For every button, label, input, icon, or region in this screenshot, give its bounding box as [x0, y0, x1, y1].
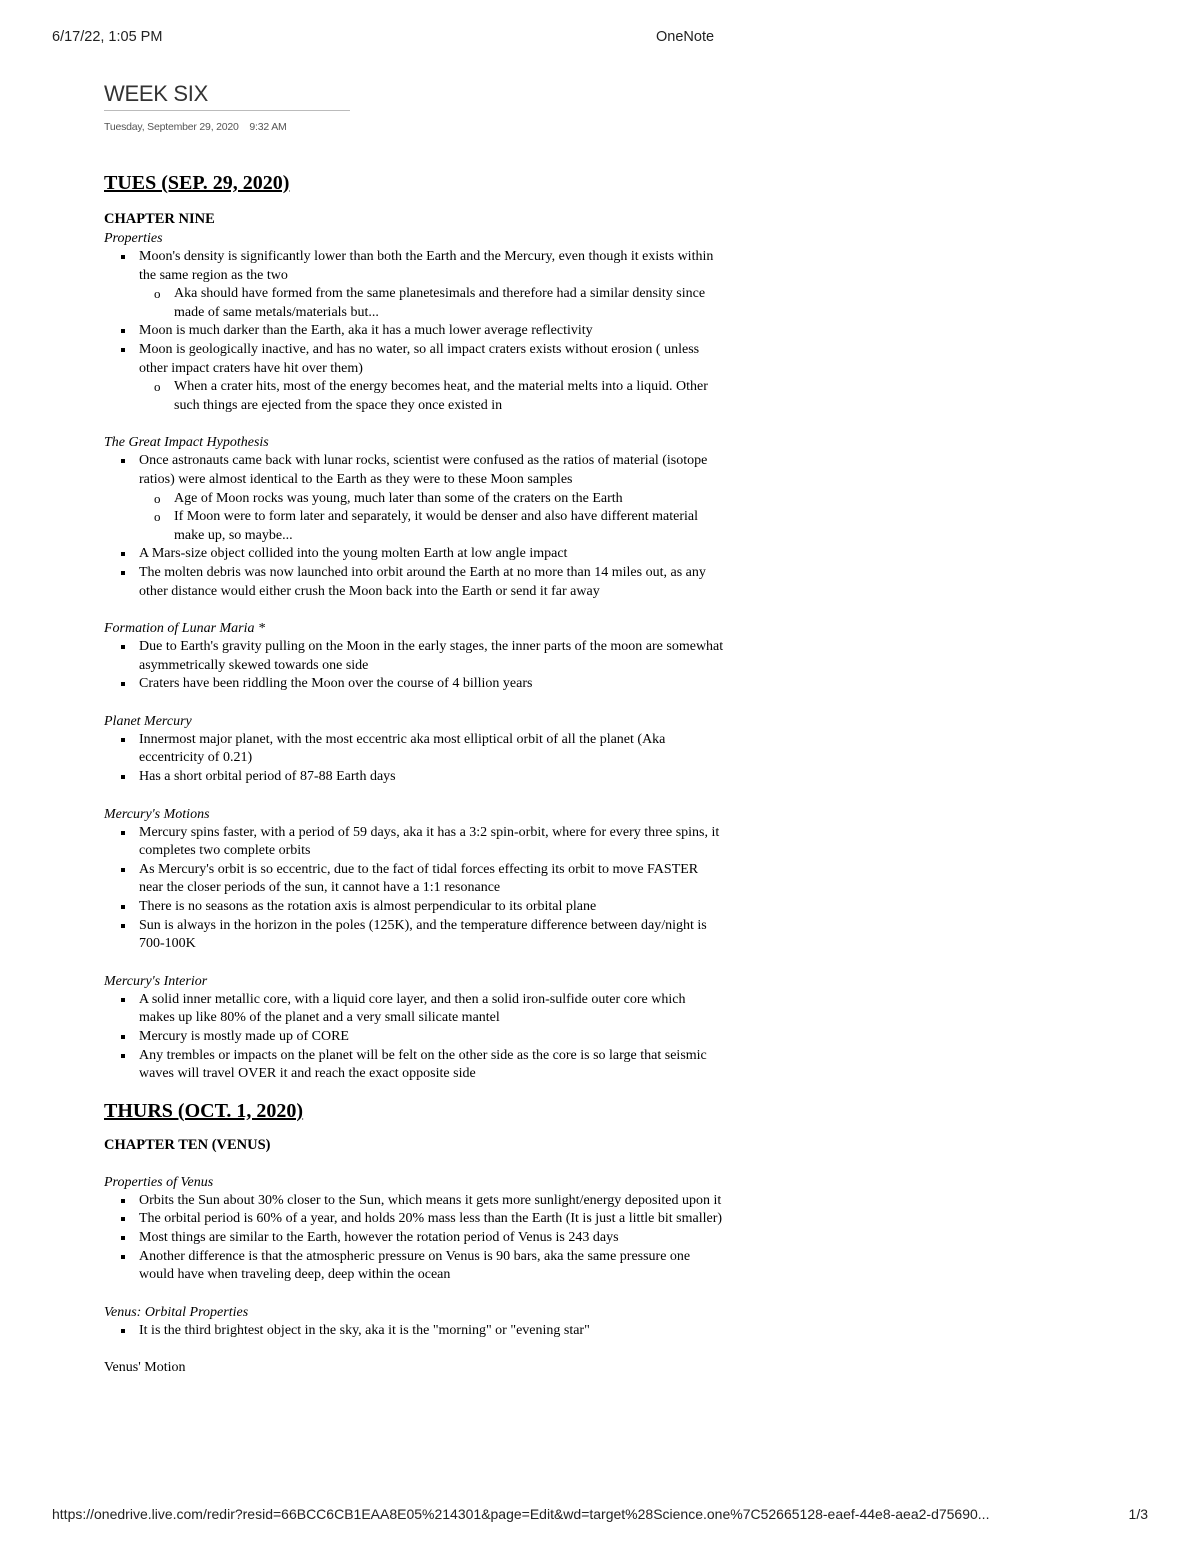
sub-list	[139, 490, 724, 546]
list-item: Orbits the Sun about 30% closer to the Sun, which means it gets more sunlight/energy deposited upon it	[104, 1192, 724, 1211]
section-title: Venus' Motion	[104, 1360, 186, 1376]
chapter-heading: CHAPTER TEN (VENUS)	[104, 1136, 271, 1153]
section-title: Venus: Orbital Properties	[104, 1304, 249, 1320]
bullet-list	[104, 1192, 724, 1285]
list-item: Sun is always in the horizon in the poles (125K), and the temperature difference between day/night is 700-100K	[104, 917, 724, 954]
section-title: Mercury's Motions	[104, 806, 210, 822]
page-title: WEEK SIX	[104, 80, 350, 111]
list-item: The orbital period is 60% of a year, and holds 20% mass less than the Earth (It is just a little bit smaller)	[104, 1210, 724, 1229]
print-footer	[0, 1506, 1200, 1526]
list-item: Moon's density is significantly lower than both the Earth and the Mercury, even though it exists within the same region as the two o Aka should have formed from the same planetesimals and therefore had a similar density since made of same metals/materials but...	[104, 248, 724, 322]
list-item: Has a short orbital period of 87-88 Earth days	[104, 768, 724, 787]
sub-list	[139, 285, 724, 322]
section-title: Formation of Lunar Maria *	[104, 621, 266, 637]
print-app-name: OneNote	[656, 29, 715, 45]
note-date: Tuesday, September 29, 2020	[104, 121, 239, 133]
bullet-list	[104, 824, 724, 954]
section-title: Properties	[104, 231, 163, 246]
chapter-heading: CHAPTER NINE	[104, 211, 215, 227]
note-time: 9:32 AM	[249, 121, 287, 133]
list-item: A Mars-size object collided into the young molten Earth at low angle impact	[104, 545, 724, 564]
sub-list-item: o When a crater hits, most of the energy becomes heat, and the material melts into a liquid. Other such things are ejected from the space they once existed in	[139, 378, 724, 415]
bullet-list	[104, 638, 724, 694]
day-heading-thurs: THURS (OCT. 1, 2020)	[104, 1099, 304, 1122]
list-item: Once astronauts came back with lunar rocks, scientist were confused as the ratios of material (isotope ratios) were almost identical to the Earth as they were to these Moon samples o Age of Moon rocks was young, much later than some of the craters on the Earth o If Moon were to form later and separately, it would be denser and also have different material make up, so maybe...	[104, 452, 724, 545]
list-item: Mercury is mostly made up of CORE	[104, 1028, 724, 1047]
section-title: Mercury's Interior	[104, 973, 208, 989]
list-item: Another difference is that the atmospheric pressure on Venus is 90 bars, aka the same pressure one would have when traveling deep, deep within the ocean	[104, 1248, 724, 1285]
print-date: 6/17/22, 1:05 PM	[52, 29, 163, 45]
page-url-link[interactable]: https://onedrive.live.com/redir?resid=66BCC6CB1EAA8E05%214301&page=Edit&wd=target%28Science.one%7C52665128-eaef-44e8-aea2-d75690...	[52, 1506, 990, 1522]
list-item: A solid inner metallic core, with a liquid core layer, and then a solid iron-sulfide outer core which makes up like 80% of the planet and a very small silicate mantel	[104, 991, 724, 1028]
note-page	[104, 80, 724, 1377]
sub-list-item: o Age of Moon rocks was young, much later than some of the craters on the Earth	[139, 490, 724, 509]
sub-list-item: o If Moon were to form later and separately, it would be denser and also have different material make up, so maybe...	[139, 508, 724, 545]
list-item: Innermost major planet, with the most eccentric aka most elliptical orbit of all the planet (Aka eccentricity of 0.21)	[104, 731, 724, 768]
list-item: Due to Earth's gravity pulling on the Moon in the early stages, the inner parts of the moon are somewhat asymmetrically skewed towards one side	[104, 638, 724, 675]
sub-list-item: o Aka should have formed from the same planetesimals and therefore had a similar density since made of same metals/materials but...	[139, 285, 724, 322]
section-title: Planet Mercury	[104, 713, 192, 729]
bullet-list	[104, 1322, 724, 1341]
list-item: Mercury spins faster, with a period of 59 days, aka it has a 3:2 spin-orbit, where for every three spins, it completes two complete orbits	[104, 824, 724, 861]
list-item: Most things are similar to the Earth, however the rotation period of Venus is 243 days	[104, 1229, 724, 1248]
bullet-list	[104, 731, 724, 787]
list-item: As Mercury's orbit is so eccentric, due to the fact of tidal forces effecting its orbit to move FASTER near the closer periods of the sun, it cannot have a 1:1 resonance	[104, 861, 724, 898]
sub-list	[139, 378, 724, 415]
list-item: The molten debris was now launched into orbit around the Earth at no more than 14 miles out, as any other distance would either crush the Moon back into the Earth or send it far away	[104, 564, 724, 601]
list-item: Moon is much darker than the Earth, aka it has a much lower average reflectivity	[104, 322, 724, 341]
bullet-list	[104, 452, 724, 601]
list-item: Craters have been riddling the Moon over the course of 4 billion years	[104, 675, 724, 694]
bullet-list	[104, 248, 724, 415]
day-heading-tues: TUES (SEP. 29, 2020)	[104, 172, 290, 194]
section-title: The Great Impact Hypothesis	[104, 435, 269, 451]
section-title: Properties of Venus	[104, 1174, 214, 1190]
page-number: 1/3	[1128, 1506, 1148, 1522]
list-item: It is the third brightest object in the sky, aka it is the "morning" or "evening star"	[104, 1322, 724, 1341]
list-item: There is no seasons as the rotation axis is almost perpendicular to its orbital plane	[104, 898, 724, 917]
print-header	[0, 29, 1200, 49]
list-item: Moon is geologically inactive, and has no water, so all impact craters exists without erosion ( unless other impact craters have hit over them) o When a crater hits, most of the energy becomes heat, and the material melts into a liquid. Other such things are ejected from the space they once existed in	[104, 341, 724, 415]
note-timestamp	[104, 120, 724, 134]
list-item: Any trembles or impacts on the planet will be felt on the other side as the core is so large that seismic waves will travel OVER it and reach the exact opposite side	[104, 1047, 724, 1084]
bullet-list	[104, 991, 724, 1084]
